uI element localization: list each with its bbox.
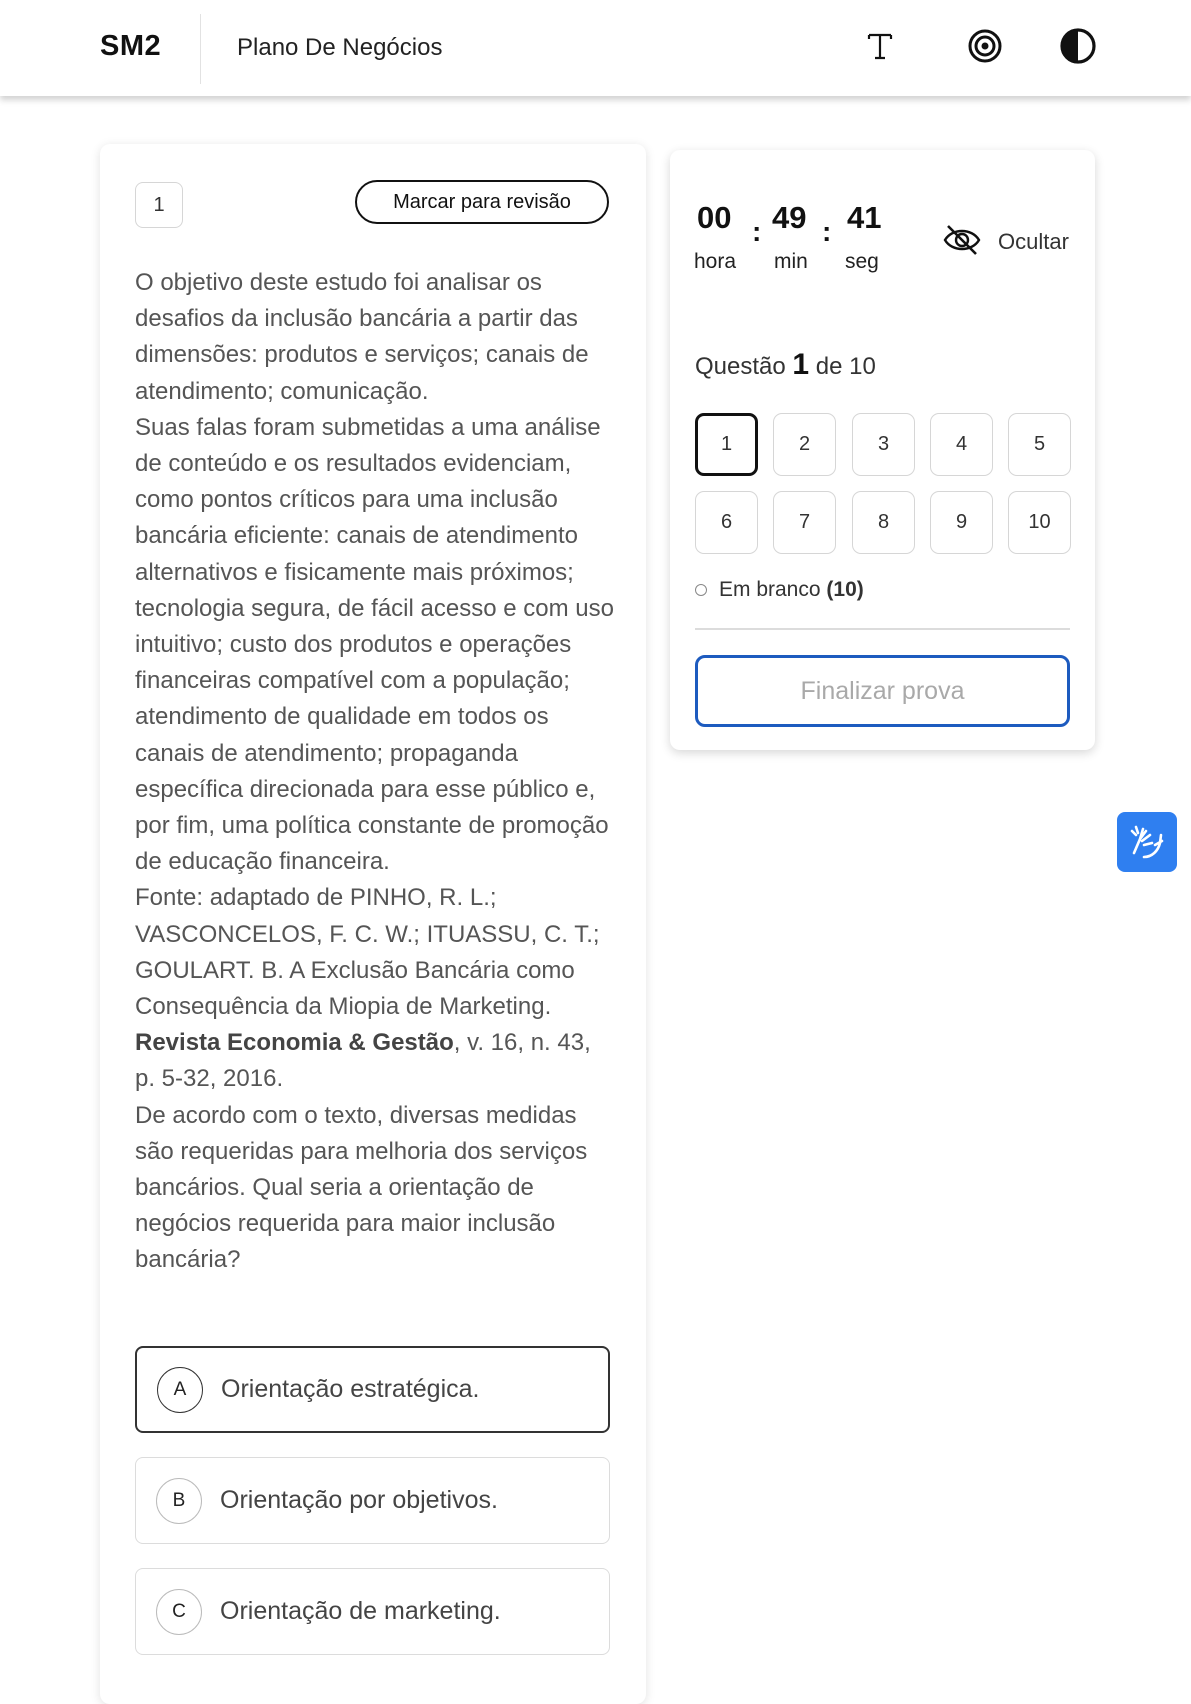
logo: SM2 <box>100 30 162 62</box>
source-citation <box>135 880 615 1097</box>
question-nav-button[interactable]: 1 <box>695 413 758 476</box>
question-counter <box>695 348 876 382</box>
blank-label: Em branco <box>719 578 821 601</box>
question-nav-button[interactable]: 8 <box>852 491 915 554</box>
exam-navigation-card <box>670 150 1095 750</box>
source-prefix: Fonte: adaptado de PINHO, R. L.; VASCONCELOS, F. C. W.; ITUASSU, C. T.; GOULART. B. A Exclusão Bancária como Consequência da Miopia de Marketing. <box>135 884 600 1021</box>
source-journal: Revista Economia & Gestão <box>135 1029 454 1057</box>
question-nav-button[interactable]: 10 <box>1008 491 1071 554</box>
source-suffix: , v. 16, n. 43, p. 5-32, 2016. <box>135 1029 591 1093</box>
timer-separator: : <box>752 216 762 247</box>
option-text: Orientação de marketing. <box>220 1597 501 1625</box>
target-icon[interactable] <box>961 22 1009 70</box>
top-header <box>0 0 1191 96</box>
question-statement <box>135 265 615 1279</box>
question-card <box>100 144 646 1704</box>
counter-suffix: de 10 <box>815 353 876 380</box>
mark-for-review-button[interactable]: Marcar para revisão <box>355 180 609 224</box>
hide-timer-label: Ocultar <box>998 229 1069 254</box>
timer-seconds-label: seg <box>845 250 879 273</box>
question-number-badge: 1 <box>135 182 183 228</box>
divider <box>695 628 1070 630</box>
option-text: Orientação estratégica. <box>221 1375 480 1403</box>
timer-minutes-label: min <box>774 250 808 273</box>
statement-paragraph: O objetivo deste estudo foi analisar os desafios da inclusão bancária a partir das dimensões: produtos e serviços; canais de atendimento; comunicação. <box>135 269 589 405</box>
timer-minutes: 49 <box>772 200 807 235</box>
timer-separator: : <box>822 216 832 247</box>
sign-language-icon[interactable] <box>1117 812 1177 872</box>
counter-current: 1 <box>792 348 810 381</box>
question-nav-button[interactable]: 3 <box>852 413 915 476</box>
finish-exam-button[interactable]: Finalizar prova <box>695 655 1070 727</box>
question-nav-button[interactable]: 6 <box>695 491 758 554</box>
counter-prefix: Questão <box>695 353 786 380</box>
timer-seconds: 41 <box>847 200 882 235</box>
hide-timer-button[interactable] <box>942 220 1069 264</box>
answer-option-a[interactable] <box>135 1346 610 1433</box>
course-title: Plano De Negócios <box>237 34 443 61</box>
answer-option-c[interactable] <box>135 1568 610 1655</box>
question-nav-button[interactable]: 4 <box>930 413 993 476</box>
question-nav-button[interactable]: 9 <box>930 491 993 554</box>
contrast-icon[interactable] <box>1054 22 1102 70</box>
option-letter: A <box>157 1367 203 1413</box>
blank-count: (10) <box>826 578 864 601</box>
question-nav-button[interactable]: 7 <box>773 491 836 554</box>
header-divider <box>200 14 201 84</box>
answer-option-b[interactable] <box>135 1457 610 1544</box>
option-letter: C <box>156 1589 202 1635</box>
option-text: Orientação por objetivos. <box>220 1486 498 1514</box>
blank-status-icon <box>695 584 707 596</box>
question-prompt: De acordo com o texto, diversas medidas são requeridas para melhoria dos serviços bancários. Qual seria a orientação de negócios requerida para maior inclusão bancária? <box>135 1101 588 1274</box>
text-size-icon[interactable] <box>856 22 904 70</box>
question-nav-button[interactable]: 5 <box>1008 413 1071 476</box>
timer-hours-label: hora <box>694 250 737 273</box>
eye-off-icon <box>942 223 982 262</box>
question-nav-button[interactable]: 2 <box>773 413 836 476</box>
statement-paragraph: Suas falas foram submetidas a uma análise de conteúdo e os resultados evidenciam, como pontos críticos para uma inclusão bancária eficiente: canais de atendimento alternativos e fisicamente mais próximos; tecnologia segura, de fácil acesso e com uso intuitivo; custo dos produtos e operações financeiras compatível com a população; atendimento de qualidade em todos os canais de atendimento; propaganda específica direcionada para esse público e, por fim, uma política constante de promoção de educação financeira. <box>135 413 614 876</box>
option-letter: B <box>156 1478 202 1524</box>
blank-legend <box>695 578 864 602</box>
timer-hours: 00 <box>697 200 732 235</box>
